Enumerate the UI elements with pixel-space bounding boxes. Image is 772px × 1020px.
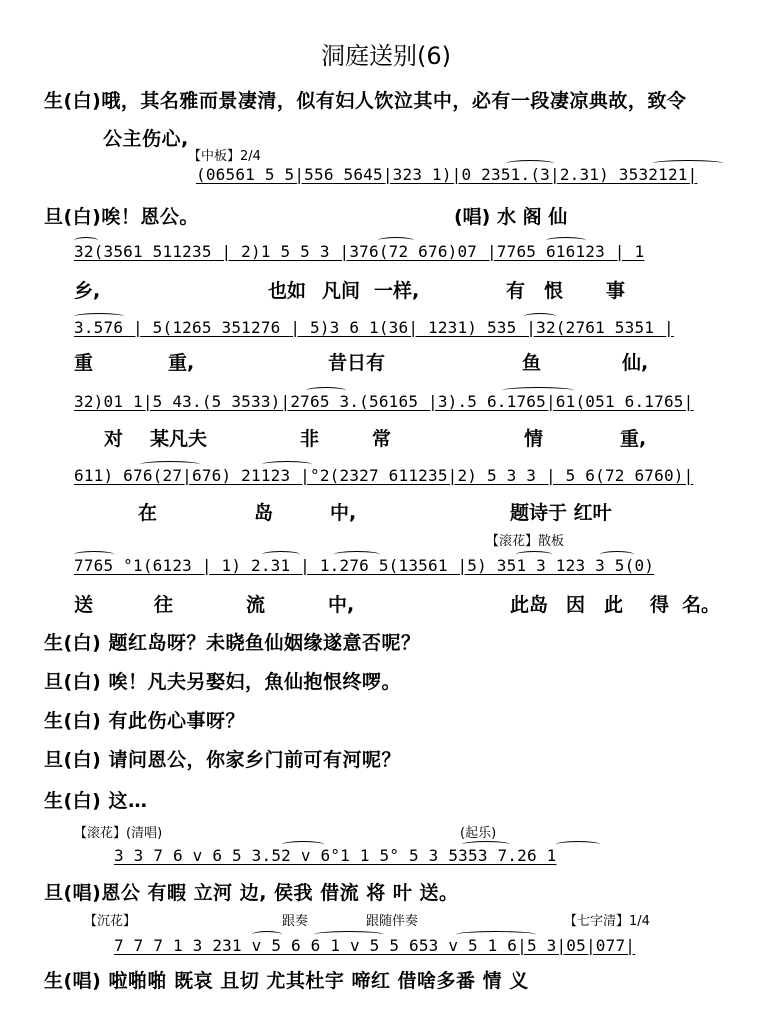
slur-mark — [506, 160, 554, 167]
slur-mark — [516, 551, 552, 558]
lyric-word: 重 — [74, 352, 94, 374]
lyric-word: 有 — [506, 280, 526, 302]
dialogue-line: 生(白)哦，其名雅而景凄清，似有妇人饮泣其中，必有一段凄凉典故，致令 — [44, 90, 687, 112]
lyric-word: 中, — [328, 594, 355, 616]
slur-mark — [282, 841, 324, 848]
slur-mark — [74, 313, 124, 320]
page-title: 洞庭送别(6) — [321, 42, 451, 70]
slur-mark — [262, 461, 312, 468]
lyric-row — [0, 348, 772, 372]
slur-mark — [252, 931, 282, 938]
lyric-word: 鱼 — [522, 352, 542, 374]
lyric-word: 岛 — [254, 502, 274, 524]
cue-tag: 跟奏 — [282, 914, 309, 929]
lyric-word: 对 — [104, 428, 124, 450]
slur-mark — [140, 461, 200, 468]
lyric-word: 题诗于 红叶 — [510, 502, 612, 524]
tempo-tag: 【沉花】 — [84, 914, 137, 929]
slur-mark — [74, 237, 98, 244]
notation-row: 611) 676(27|676) 21123 |°2(2327 611235|2) 5 3 3 | 5 6(72 6760)| — [74, 466, 694, 485]
tempo-tag: 【滚花】散板 — [486, 534, 565, 549]
slur-mark — [600, 551, 634, 558]
notation-row: 3 3 7 6 v 6 5 3.52 v 6°1 1 5° 5 3 5353 7.26 1 — [114, 846, 557, 865]
notation-row: 7 7 7 1 3 231 v 5 6 6 1 v 5 5 653 v 5 1 6|5 3|05|077| — [114, 936, 636, 955]
slur-mark — [456, 931, 536, 938]
lyric-word: 因 — [566, 594, 586, 616]
lyric-word: 某凡夫 — [150, 428, 208, 450]
lyric-word: 此 — [604, 594, 624, 616]
lyric-word: 一样, — [374, 280, 420, 302]
tempo-tag: 【中板】2/4 — [188, 149, 261, 164]
slur-mark — [306, 387, 346, 394]
lyric-word: 往 — [154, 594, 174, 616]
cue-tag: 跟随伴奏 — [366, 914, 419, 929]
lyric-word: 非 — [300, 428, 320, 450]
notation-row: 7765 °1(6123 | 1) 2.31 | 1.276 5(13561 |5) 351 3 123 3 5(0) — [74, 556, 655, 575]
lyric-word: 事 — [606, 280, 626, 302]
lyric-word: 中, — [330, 502, 357, 524]
dialogue-line: 旦(白) 唉！凡夫另娶妇，魚仙抱恨终啰。 — [44, 671, 401, 693]
lyric-word: 名。 — [682, 594, 721, 616]
dialogue-line: 旦(白)唉！恩公。 — [44, 206, 199, 228]
lyric-word: 情 — [524, 428, 544, 450]
slur-mark — [546, 237, 586, 244]
slur-mark — [462, 841, 510, 848]
sung-line: 旦(唱)恩公 有暇 立河 边, 侯我 借流 将 叶 送。 — [44, 882, 459, 904]
lyric-row — [0, 590, 772, 614]
lyric-word: 也如 — [268, 280, 307, 302]
tempo-tag: 【七字清】1/4 — [564, 914, 650, 929]
slur-mark — [502, 387, 574, 394]
lyric-word: 送 — [74, 594, 94, 616]
lyric-word: 在 — [138, 502, 158, 524]
lyric-word: 重, — [168, 352, 195, 374]
dialogue-line: 生(白) 这… — [44, 790, 148, 812]
slur-mark — [652, 160, 724, 167]
lyric-word: 恨 — [544, 280, 564, 302]
notation-row: 3.576 | 5(1265 351276 | 5)3 6 1(36| 1231) 535 |32(2761 5351 | — [74, 318, 674, 337]
slur-mark — [334, 551, 380, 558]
cue-tag: (起乐) — [460, 826, 497, 841]
notation-row: 32)01 1|5 43.(5 3533)|2765 3.(56165 |3).5 6.1765|61(051 6.1765| — [74, 392, 694, 411]
slur-mark — [556, 841, 600, 848]
notation-row: (06561 5 5|556 5645|323 1)|0 2351.(3|2.31) 3532121| — [196, 165, 698, 184]
lyric-word: 常 — [372, 428, 392, 450]
lyric-word: 此岛 — [510, 594, 549, 616]
lyric-word: 乡, — [74, 280, 101, 302]
dialogue-line-continued: 公主伤心, — [103, 128, 189, 150]
lyric-row — [0, 498, 772, 522]
tempo-tag: 【滚花】(清唱) — [74, 826, 163, 841]
notation-row: 32(3561 511235 | 2)1 5 5 3 |376(72 676)07 |7765 616123 | 1 — [74, 242, 645, 261]
lyric-word: 昔日有 — [328, 352, 386, 374]
sung-line: 生(唱) 啦啪啪 既哀 且切 尤其杜宇 啼红 借啥多番 情 义 — [44, 970, 529, 992]
slur-mark — [314, 931, 384, 938]
slur-mark — [262, 551, 300, 558]
lyric-word: 流 — [246, 594, 266, 616]
lyric-word: 凡间 — [322, 280, 361, 302]
slur-mark — [74, 551, 114, 558]
lyric-word: 重, — [620, 428, 647, 450]
slur-mark — [378, 237, 414, 244]
dialogue-line: 旦(白) 请问恩公，你家乡门前可有河呢？ — [44, 749, 401, 771]
lyric-row — [0, 276, 772, 300]
dialogue-line: 生(白) 有此伤心事呀？ — [44, 710, 245, 732]
lyric-row — [0, 424, 772, 448]
dialogue-line: 生(白) 题红岛呀？未晓鱼仙姻缘遂意否呢？ — [44, 632, 421, 654]
lyric-word: 仙, — [622, 352, 649, 374]
lyric-word: 得 — [650, 594, 670, 616]
slur-mark — [524, 313, 556, 320]
lyric-row: (唱) 水 阁 仙 — [454, 206, 568, 228]
